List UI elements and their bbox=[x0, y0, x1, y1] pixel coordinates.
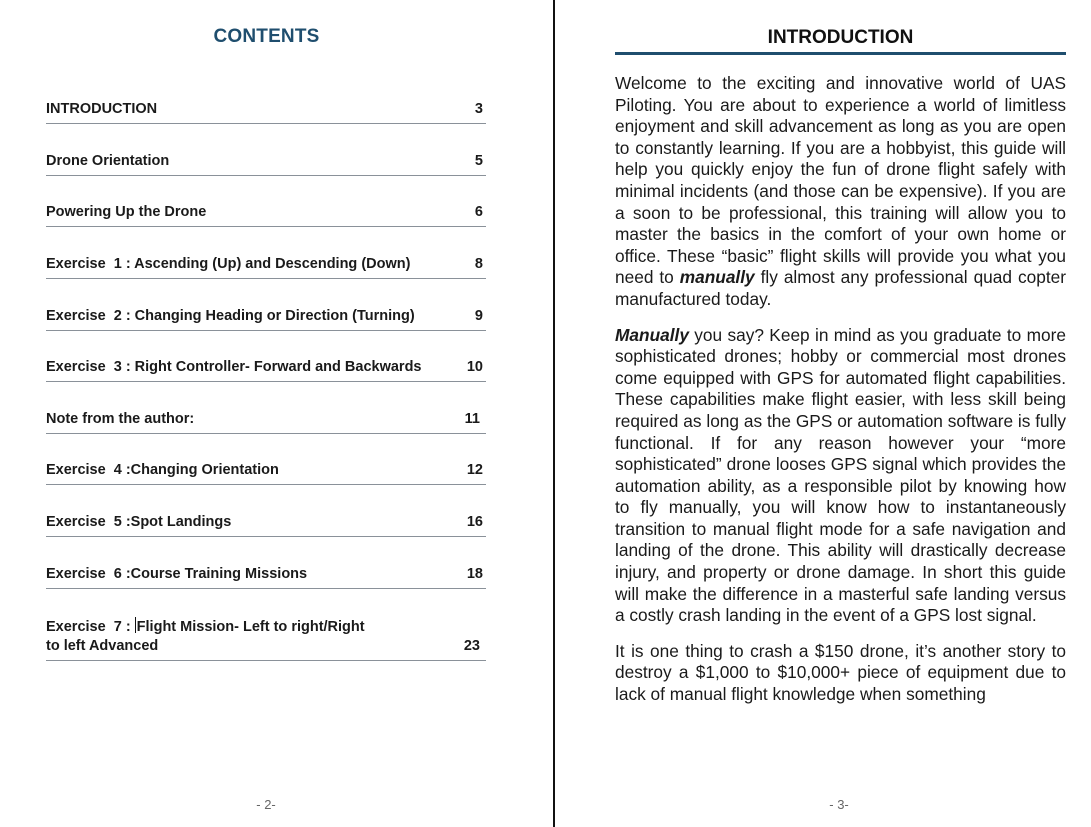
paragraph bbox=[615, 325, 1066, 627]
toc-entry-label: Exercise 5 :Spot Landings bbox=[46, 514, 232, 530]
text-cursor bbox=[135, 617, 136, 633]
toc-entry-page: 6 bbox=[474, 204, 483, 220]
toc-entry-page: 12 bbox=[466, 462, 483, 478]
toc-entry[interactable] bbox=[46, 617, 486, 661]
paragraph-text: Welcome to the exciting and innovative world of UAS Piloting. You are about to experience a world of limitless enjoyment and skill advancement as long as you are open to constantly learning. If you are a hobbyist, this guide will help you quickly enjoy the fun of drone flight safely with minimal incidents (and those can be expensive). If you are a soon to be professional, this training will allow you to master the basics in the comfort of your own home or office. These “basic” flight skills will provide you what you need to bbox=[615, 73, 1066, 288]
toc-entry[interactable] bbox=[46, 203, 486, 227]
toc-entry[interactable] bbox=[46, 358, 486, 382]
toc-entry-page: 5 bbox=[474, 153, 483, 169]
toc-entry-label: Powering Up the Drone bbox=[46, 204, 207, 220]
paragraph bbox=[615, 641, 1066, 706]
page-number: - 2- bbox=[256, 797, 276, 812]
toc-entry-page: 18 bbox=[466, 566, 483, 582]
toc-entry[interactable] bbox=[46, 152, 486, 176]
toc-entry[interactable] bbox=[46, 461, 486, 485]
emphasis: manually bbox=[679, 267, 755, 288]
toc-entry[interactable] bbox=[46, 565, 486, 589]
contents-heading: CONTENTS bbox=[213, 26, 320, 47]
toc-entry[interactable] bbox=[46, 100, 486, 124]
toc-entry-page: 9 bbox=[474, 308, 483, 324]
toc-entry-label: Exercise 3 : Right Controller- Forward and Backwards bbox=[46, 359, 422, 375]
toc-entry-label: Note from the author: bbox=[46, 411, 195, 427]
emphasis: Manually bbox=[615, 324, 689, 345]
toc-entry-label: Drone Orientation bbox=[46, 153, 170, 169]
toc-entry-label: Exercise 2 : Changing Heading or Direction (Turning) bbox=[46, 308, 415, 324]
page-number: - 3- bbox=[829, 797, 849, 812]
toc-entry-label bbox=[46, 617, 369, 656]
toc-entry[interactable] bbox=[46, 255, 486, 279]
paragraph bbox=[615, 73, 1066, 311]
toc-entry-page: 8 bbox=[474, 256, 483, 272]
introduction-body bbox=[615, 73, 1066, 720]
toc-entry-label: INTRODUCTION bbox=[46, 101, 158, 117]
toc-entry-label: Exercise 1 : Ascending (Up) and Descending (Down) bbox=[46, 256, 411, 272]
heading-rule bbox=[615, 52, 1066, 55]
toc-entry-page: 11 bbox=[464, 411, 480, 427]
toc-entry-page: 3 bbox=[474, 101, 483, 117]
toc-entry-label: Exercise 6 :Course Training Missions bbox=[46, 566, 308, 582]
paragraph-text: you say? Keep in mind as you graduate to more sophisticated drones; hobby or commercial most drones come equipped with GPS for automated flight capabilities. These capabilities make flight easier, with less skill being required as long as the GPS or automation software is fully functional. If for any reason however your “more sophisticated” drone looses GPS signal which provides the automation ability, as a responsible pilot by knowing how to fly manually, you will know how to instantaneously transition to manual flight mode for a safe navigation and landing of the drone. This ability will drastically decrease injury, and property or drone damage. In short this guide will make the difference in a masterful safe landing versus a costly crash landing in the event of a GPS lost signal. bbox=[615, 324, 1066, 626]
toc-entry[interactable] bbox=[46, 513, 486, 537]
introduction-page bbox=[555, 0, 1091, 827]
toc-entry[interactable] bbox=[46, 307, 486, 331]
toc-entry-label: Exercise 4 :Changing Orientation bbox=[46, 462, 279, 478]
introduction-heading: INTRODUCTION bbox=[767, 27, 914, 48]
toc-entry-page: 16 bbox=[466, 514, 483, 530]
paragraph-text: It is one thing to crash a $150 drone, it’s another story to destroy a $1,000 to $10,000+ piece of equipment due to lack of manual flight knowledge when something bbox=[615, 640, 1066, 705]
toc-entry-page: 23 bbox=[463, 638, 480, 654]
toc-entry-title: Flight Mission- Left to right/Right to left Advanced bbox=[46, 619, 369, 654]
toc-entry-prefix: Exercise 7 : bbox=[46, 619, 135, 635]
toc-entry[interactable] bbox=[46, 410, 486, 434]
toc-entry-page: 10 bbox=[466, 359, 483, 375]
paragraph-text: fly almost any professional quad copter manufactured today. bbox=[615, 267, 1066, 309]
